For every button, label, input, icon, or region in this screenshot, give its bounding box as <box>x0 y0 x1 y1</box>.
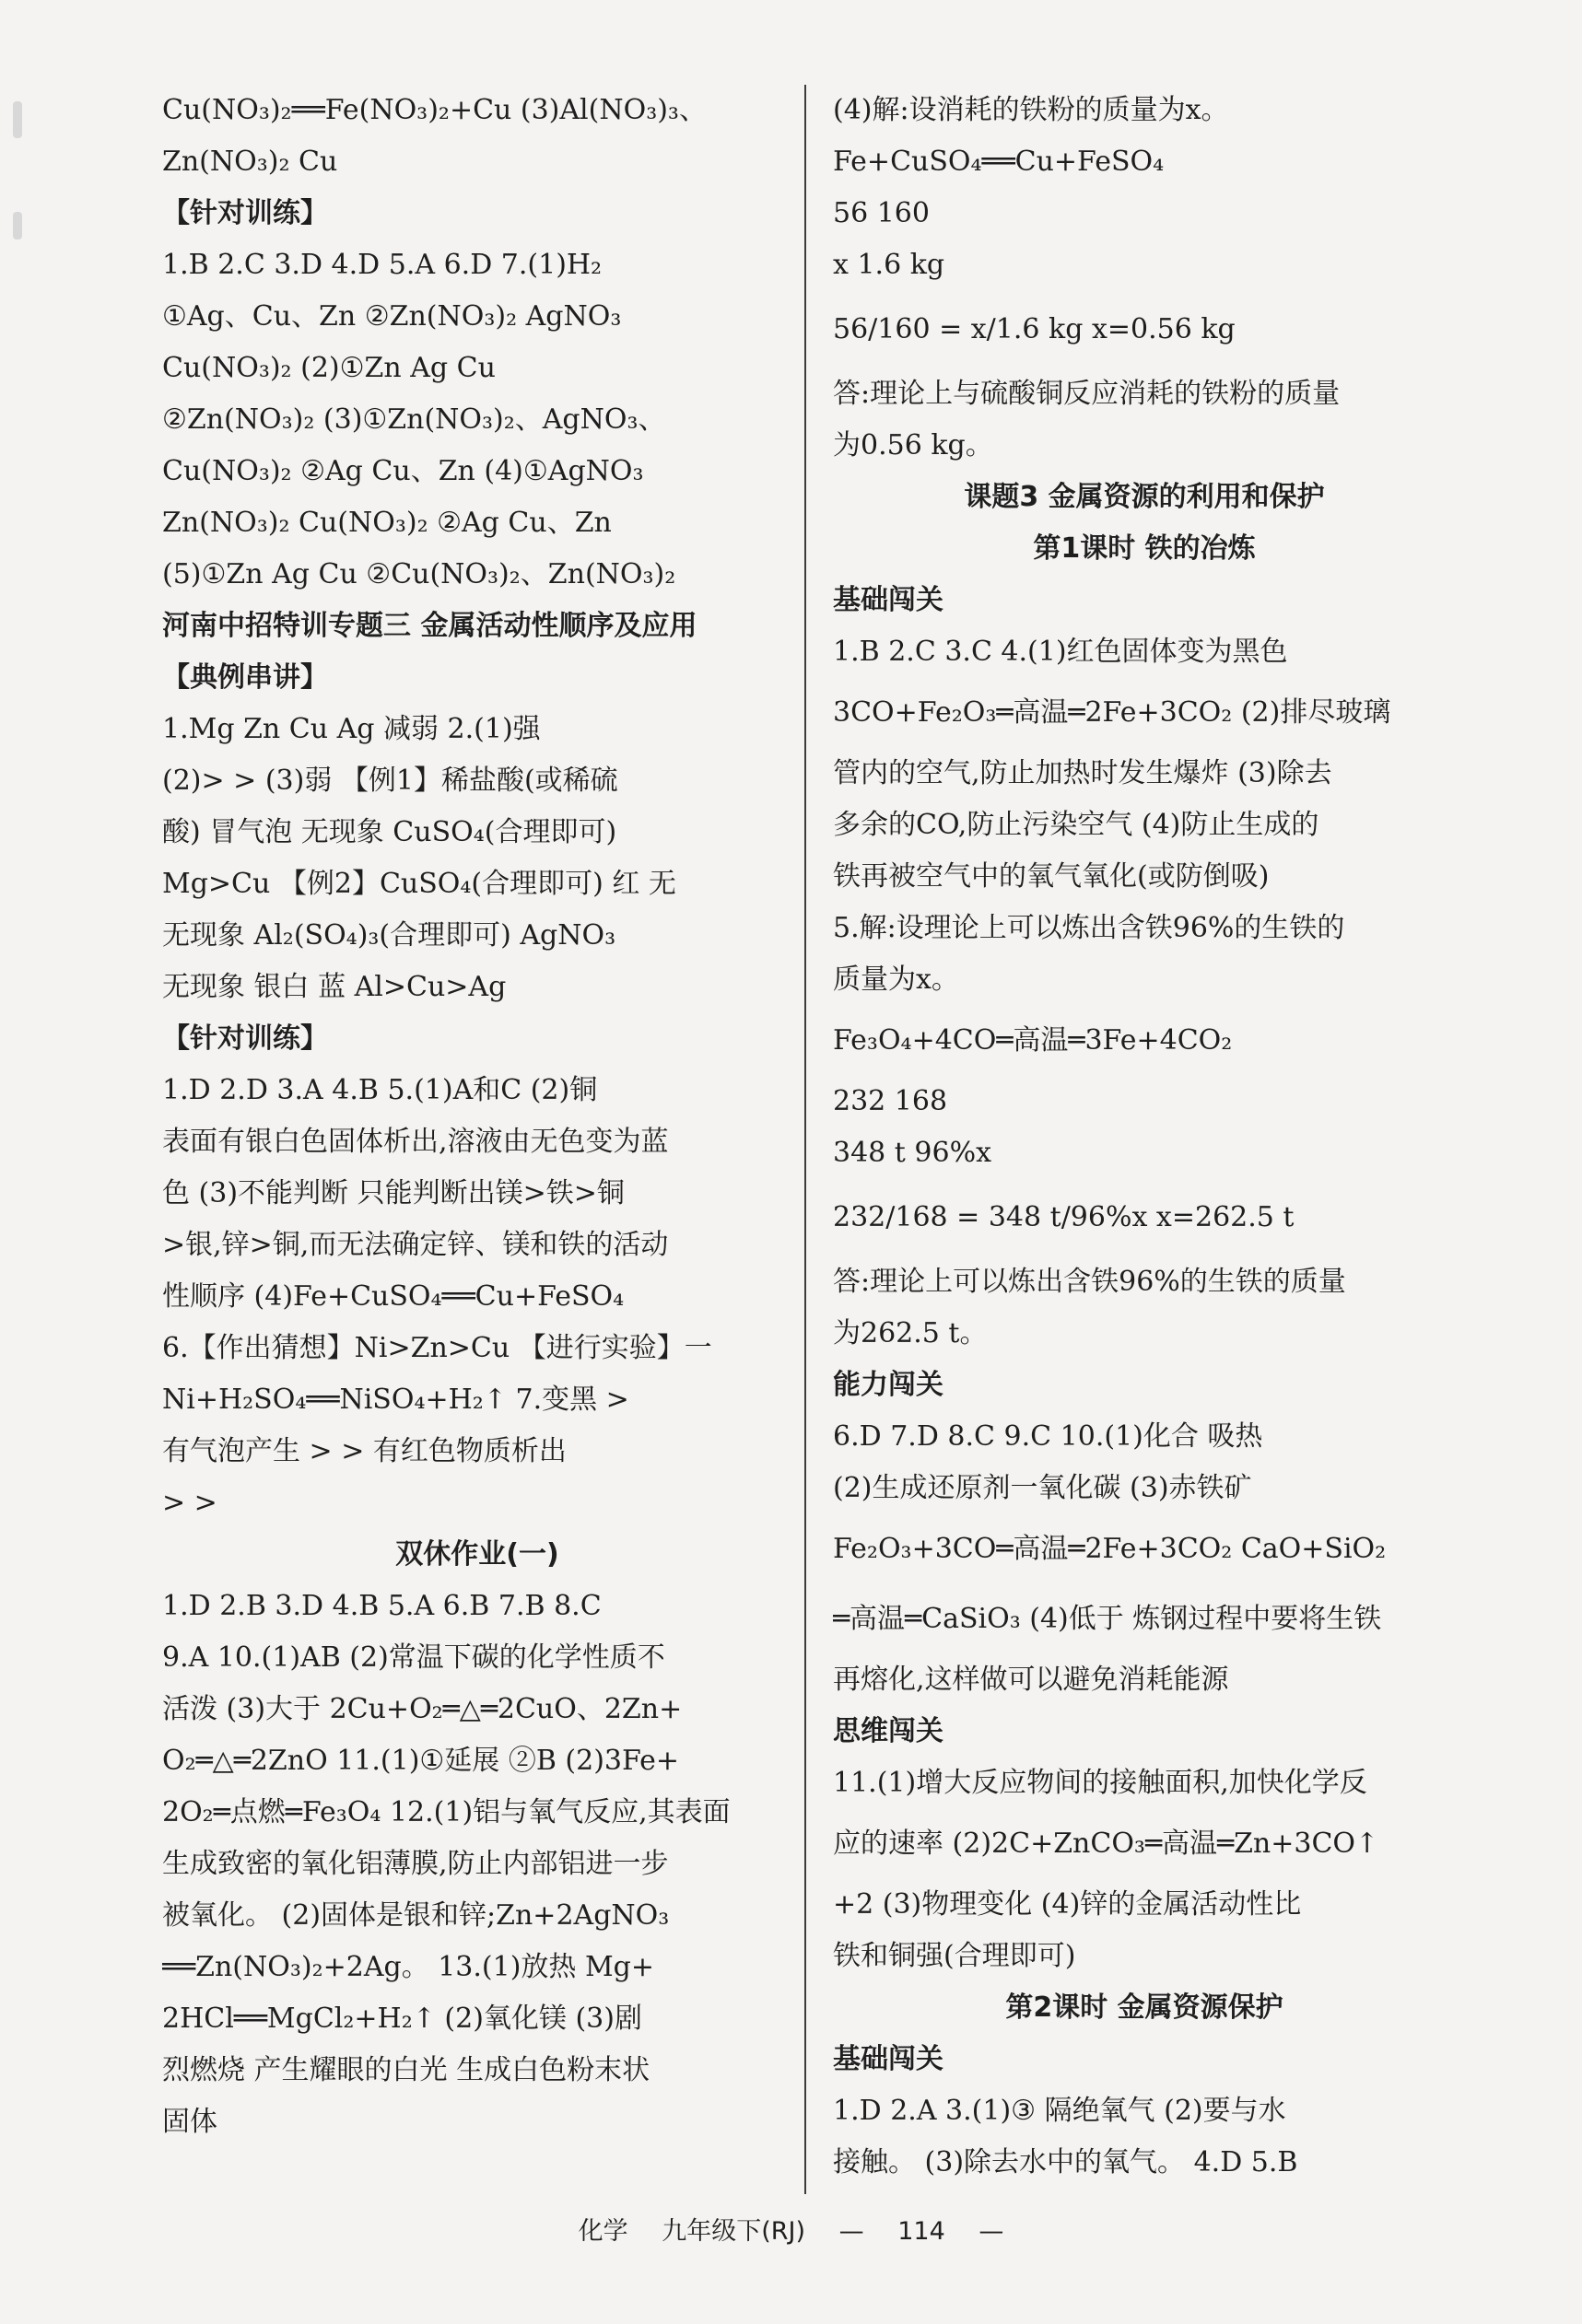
left-text-line: 烈燃烧 产生耀眼的白光 生成白色粉末状 <box>162 2054 650 2086</box>
left-text-line: 【针对训练】 <box>162 197 328 229</box>
right-text-line: 能力闯关 <box>833 1369 943 1401</box>
left-text-line: Zn(NO₃)₂ Cu(NO₃)₂ ②Ag Cu、Zn <box>162 507 612 539</box>
left-text-line: ①Ag、Cu、Zn ②Zn(NO₃)₂ AgNO₃ <box>162 300 622 333</box>
left-text-line: >银,锌>铜,而无法确定锌、镁和铁的活动 <box>162 1229 669 1261</box>
left-text-line: 双休作业(一) <box>395 1538 559 1571</box>
column-divider <box>804 85 806 2194</box>
right-text-line: 56/160 = x/1.6 kg x=0.56 kg <box>833 313 1236 345</box>
right-text-line: 56 160 <box>833 197 930 229</box>
right-text-line: 应的速率 (2)2C+ZnCO₃═高温═Zn+3CO↑ <box>833 1828 1379 1860</box>
left-text-line: 生成致密的氧化铝薄膜,防止内部铝进一步 <box>162 1848 669 1880</box>
left-text-line: (2)> > (3)弱 【例1】稀盐酸(或稀硫 <box>162 765 618 797</box>
left-text-line: ══Zn(NO₃)₂+2Ag。 13.(1)放热 Mg+ <box>162 1951 655 1983</box>
right-text-line: 为262.5 t。 <box>833 1317 988 1349</box>
right-text-line: Fe₂O₃+3CO═高温═2Fe+3CO₂ CaO+SiO₂ <box>833 1533 1387 1565</box>
footer-dash-right: — <box>978 2217 1004 2246</box>
left-text-line: 2O₂═点燃═Fe₃O₄ 12.(1)铝与氧气反应,其表面 <box>162 1796 731 1828</box>
right-text-line: 1.B 2.C 3.C 4.(1)红色固体变为黑色 <box>833 636 1288 668</box>
left-text-line: (5)①Zn Ag Cu ②Cu(NO₃)₂、Zn(NO₃)₂ <box>162 558 676 590</box>
right-text-line: x 1.6 kg <box>833 249 945 281</box>
left-text-line: 色 (3)不能判断 只能判断出镁>铁>铜 <box>162 1177 625 1209</box>
scan-artifact <box>13 101 22 138</box>
right-text-line: 课题3 金属资源的利用和保护 <box>964 481 1325 513</box>
left-text-line: 河南中招特训专题三 金属活动性顺序及应用 <box>162 610 697 642</box>
left-text-line: 被氧化。 (2)固体是银和锌;Zn+2AgNO₃ <box>162 1899 670 1932</box>
scan-artifact <box>13 212 22 239</box>
left-text-line: 【针对训练】 <box>162 1022 328 1055</box>
right-text-line: 为0.56 kg。 <box>833 429 993 461</box>
left-text-line: Ni+H₂SO₄══NiSO₄+H₂↑ 7.变黑 > <box>162 1384 629 1416</box>
page-number: 114 <box>897 2217 945 2246</box>
right-text-line: 多余的CO,防止污染空气 (4)防止生成的 <box>833 809 1319 841</box>
left-text-line: 无现象 银白 蓝 Al>Cu>Ag <box>162 971 507 1003</box>
right-text-line: 11.(1)增大反应物间的接触面积,加快化学反 <box>833 1767 1367 1799</box>
left-text-line: Cu(NO₃)₂ ②Ag Cu、Zn (4)①AgNO₃ <box>162 455 644 487</box>
right-text-line: (2)生成还原剂一氧化碳 (3)赤铁矿 <box>833 1472 1252 1504</box>
right-text-line: Fe+CuSO₄══Cu+FeSO₄ <box>833 146 1165 178</box>
left-text-line: Cu(NO₃)₂ (2)①Zn Ag Cu <box>162 352 496 384</box>
right-text-line: 答:理论上可以炼出含铁96%的生铁的质量 <box>833 1266 1346 1298</box>
left-text-line: 活泼 (3)大于 2Cu+O₂═△═2CuO、2Zn+ <box>162 1693 683 1725</box>
left-text-line: 性顺序 (4)Fe+CuSO₄══Cu+FeSO₄ <box>162 1280 625 1313</box>
right-text-line: 铁再被空气中的氧气氧化(或防倒吸) <box>833 860 1270 893</box>
right-text-line: 铁和铜强(合理即可) <box>833 1940 1076 1972</box>
right-text-line: 思维闯关 <box>833 1715 943 1747</box>
right-text-line: 答:理论上与硫酸铜反应消耗的铁粉的质量 <box>833 378 1341 410</box>
right-text-line: 质量为x。 <box>833 963 959 996</box>
left-text-line: > > <box>162 1487 217 1519</box>
left-text-line: 固体 <box>162 2106 217 2138</box>
right-text-line: (4)解:设消耗的铁粉的质量为x。 <box>833 94 1229 126</box>
footer-grade: 九年级下(RJ) <box>662 2217 806 2246</box>
left-text-line: 2HCl══MgCl₂+H₂↑ (2)氧化镁 (3)剧 <box>162 2003 642 2035</box>
left-text-line: 有气泡产生 > > 有红色物质析出 <box>162 1435 567 1467</box>
left-text-line: 9.A 10.(1)AB (2)常温下碳的化学性质不 <box>162 1641 665 1674</box>
left-text-line: Cu(NO₃)₂══Fe(NO₃)₂+Cu (3)Al(NO₃)₃、 <box>162 94 707 126</box>
left-text-line: Mg>Cu 【例2】CuSO₄(合理即可) 红 无 <box>162 868 676 900</box>
right-text-line: 第2课时 金属资源保护 <box>1005 1991 1283 2024</box>
page-footer <box>0 2211 1582 2247</box>
left-text-line: ②Zn(NO₃)₂ (3)①Zn(NO₃)₂、AgNO₃、 <box>162 403 666 436</box>
right-text-line: 管内的空气,防止加热时发生爆炸 (3)除去 <box>833 757 1332 789</box>
right-text-line: 第1课时 铁的冶炼 <box>1033 532 1256 565</box>
left-text-line: Zn(NO₃)₂ Cu <box>162 146 338 178</box>
footer-dash-left: — <box>838 2217 864 2246</box>
right-text-line: 1.D 2.A 3.(1)③ 隔绝氧气 (2)要与水 <box>833 2095 1286 2127</box>
right-text-line: 接触。 (3)除去水中的氧气。 4.D 5.B <box>833 2146 1298 2178</box>
left-text-line: 酸) 冒气泡 无现象 CuSO₄(合理即可) <box>162 816 617 848</box>
right-text-line: 348 t 96%x <box>833 1137 991 1169</box>
right-text-line: 232 168 <box>833 1085 948 1117</box>
right-text-line: 再熔化,这样做可以避免消耗能源 <box>833 1664 1229 1696</box>
right-text-line: 232/168 = 348 t/96%x x=262.5 t <box>833 1201 1295 1233</box>
left-column <box>162 85 792 2148</box>
left-text-line: 【典例串讲】 <box>162 661 328 694</box>
right-text-line: 基础闯关 <box>833 584 943 616</box>
left-text-line: O₂═△═2ZnO 11.(1)①延展 ②B (2)3Fe+ <box>162 1745 680 1777</box>
right-text-line: 3CO+Fe₂O₃═高温═2Fe+3CO₂ (2)排尽玻璃 <box>833 696 1391 729</box>
right-text-line: ═高温═CaSiO₃ (4)低于 炼钢过程中要将生铁 <box>833 1603 1382 1635</box>
left-text-line: 1.B 2.C 3.D 4.D 5.A 6.D 7.(1)H₂ <box>162 249 603 281</box>
left-text-line: 1.D 2.B 3.D 4.B 5.A 6.B 7.B 8.C <box>162 1590 602 1622</box>
right-text-line: 6.D 7.D 8.C 9.C 10.(1)化合 吸热 <box>833 1420 1263 1453</box>
right-text-line: Fe₃O₄+4CO═高温═3Fe+4CO₂ <box>833 1024 1233 1057</box>
left-text-line: 1.D 2.D 3.A 4.B 5.(1)A和C (2)铜 <box>162 1074 598 1106</box>
right-column <box>833 85 1456 2189</box>
right-text-line: 5.解:设理论上可以炼出含铁96%的生铁的 <box>833 912 1345 944</box>
footer-subject: 化学 <box>578 2217 628 2246</box>
left-text-line: 1.Mg Zn Cu Ag 减弱 2.(1)强 <box>162 713 541 745</box>
right-text-line: 基础闯关 <box>833 2043 943 2075</box>
left-text-line: 无现象 Al₂(SO₄)₃(合理即可) AgNO₃ <box>162 919 616 952</box>
right-text-line: +2 (3)物理变化 (4)锌的金属活动性比 <box>833 1888 1302 1921</box>
left-text-line: 表面有银白色固体析出,溶液由无色变为蓝 <box>162 1126 669 1158</box>
left-text-line: 6.【作出猜想】Ni>Zn>Cu 【进行实验】一 <box>162 1332 712 1364</box>
